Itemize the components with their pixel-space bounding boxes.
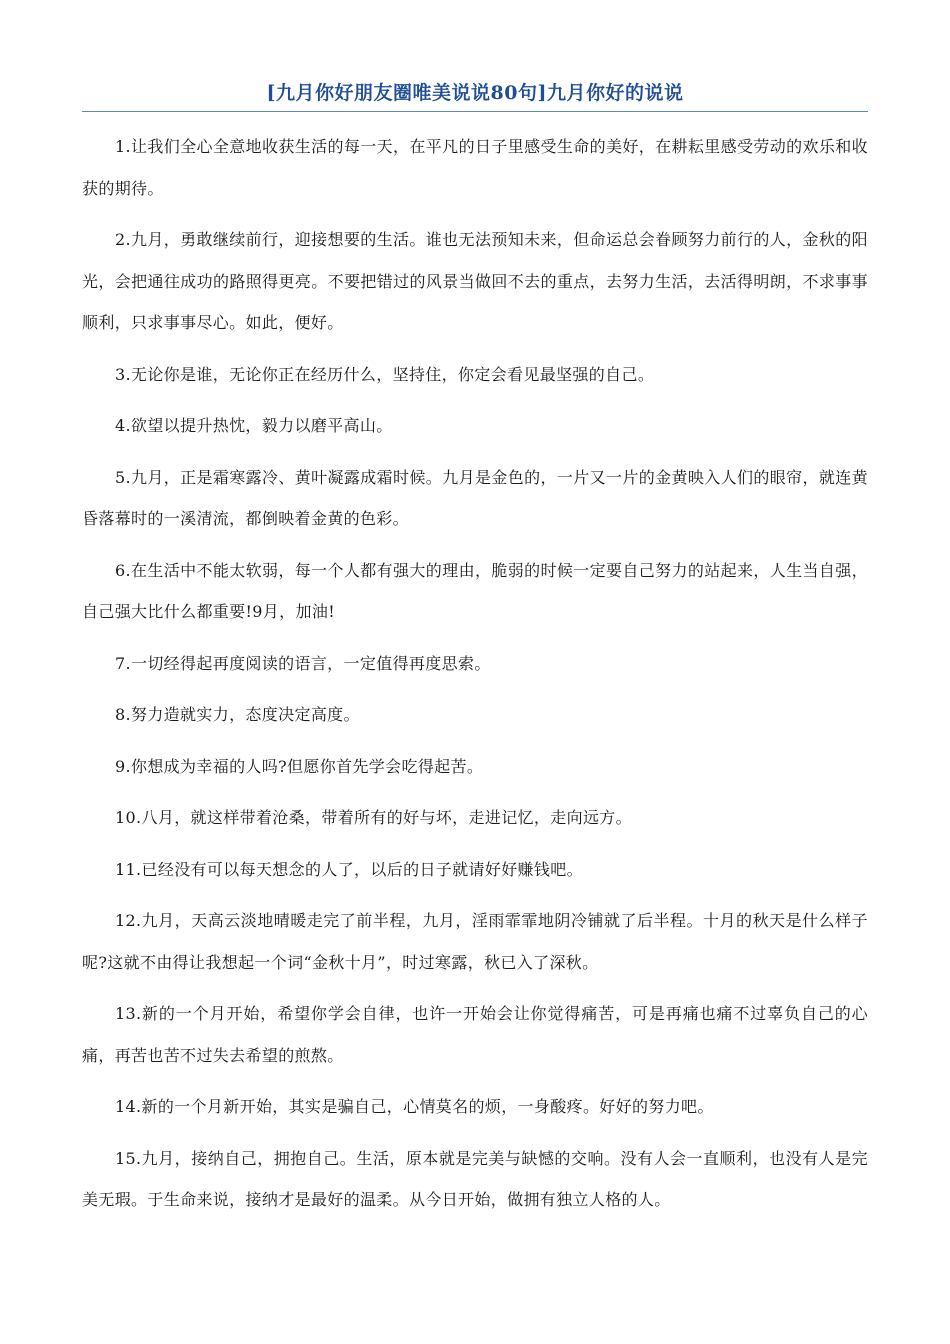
document-page	[82, 78, 868, 1231]
quote-item: 11.已经没有可以每天想念的人了，以后的日子就请好好赚钱吧。	[115, 859, 583, 879]
quote-item: 6.在生活中不能太软弱，每一个人都有强大的理由，脆弱的时候一定要自己努力的站起来，人生当自强，自己强大比什么都重要!9月，加油!	[82, 560, 868, 621]
quote-item: 9.你想成为幸福的人吗?但愿你首先学会吃得起苦。	[115, 756, 484, 776]
quote-item: 13.新的一个月开始，希望你学会自律，也许一开始会让你觉得痛苦，可是再痛也痛不过辜负自己的心痛，再苦也苦不过失去希望的煎熬。	[82, 1004, 868, 1065]
quote-item: 2.九月，勇敢继续前行，迎接想要的生活。谁也无法预知未来，但命运总会眷顾努力前行的人，金秋的阳光，会把通往成功的路照得更亮。不要把错过的风景当做回不去的重点，去努力生活，去活得明朗，不求事事顺利，只求事事尽心。如此，便好。	[82, 230, 868, 332]
document-title: [九月你好朋友圈唯美说说80句]九月你好的说说	[82, 78, 868, 112]
quote-item: 4.欲望以提升热忱，毅力以磨平高山。	[115, 416, 393, 435]
quote-item: 14.新的一个月新开始，其实是骗自己，心情莫名的烦，一身酸疼。好好的努力吧。	[115, 1097, 714, 1116]
quote-item: 12.九月，天高云淡地晴暖走完了前半程，九月，淫雨霏霏地阴冷铺就了后半程。十月的秋天是什么样子呢?这就不由得让我想起一个词“金秋十月”，时过寒露，秋已入了深秋。	[82, 911, 868, 972]
quote-item: 3.无论你是谁，无论你正在经历什么，坚持住，你定会看见最坚强的自己。	[115, 364, 655, 384]
quote-item: 1.让我们全心全意地收获生活的每一天，在平凡的日子里感受生命的美好，在耕耘里感受劳动的欢乐和收获的期待。	[82, 137, 868, 198]
quote-list	[82, 126, 868, 1221]
quote-item: 5.九月，正是霜寒露冷、黄叶凝露成霜时候。九月是金色的，一片又一片的金黄映入人们的眼帘，就连黄昏落幕时的一溪清流，都倒映着金黄的色彩。	[82, 467, 868, 528]
quote-item: 10.八月，就这样带着沧桑，带着所有的好与坏，走进记忆，走向远方。	[115, 808, 632, 827]
quote-item: 15.九月，接纳自己，拥抱自己。生活，原本就是完美与缺憾的交响。没有人会一直顺利，也没有人是完美无瑕。于生命来说，接纳才是最好的温柔。从今日开始，做拥有独立人格的人。	[82, 1148, 868, 1209]
quote-item: 8.努力造就实力，态度决定高度。	[115, 705, 360, 724]
quote-item: 7.一切经得起再度阅读的语言，一定值得再度思索。	[115, 653, 491, 673]
